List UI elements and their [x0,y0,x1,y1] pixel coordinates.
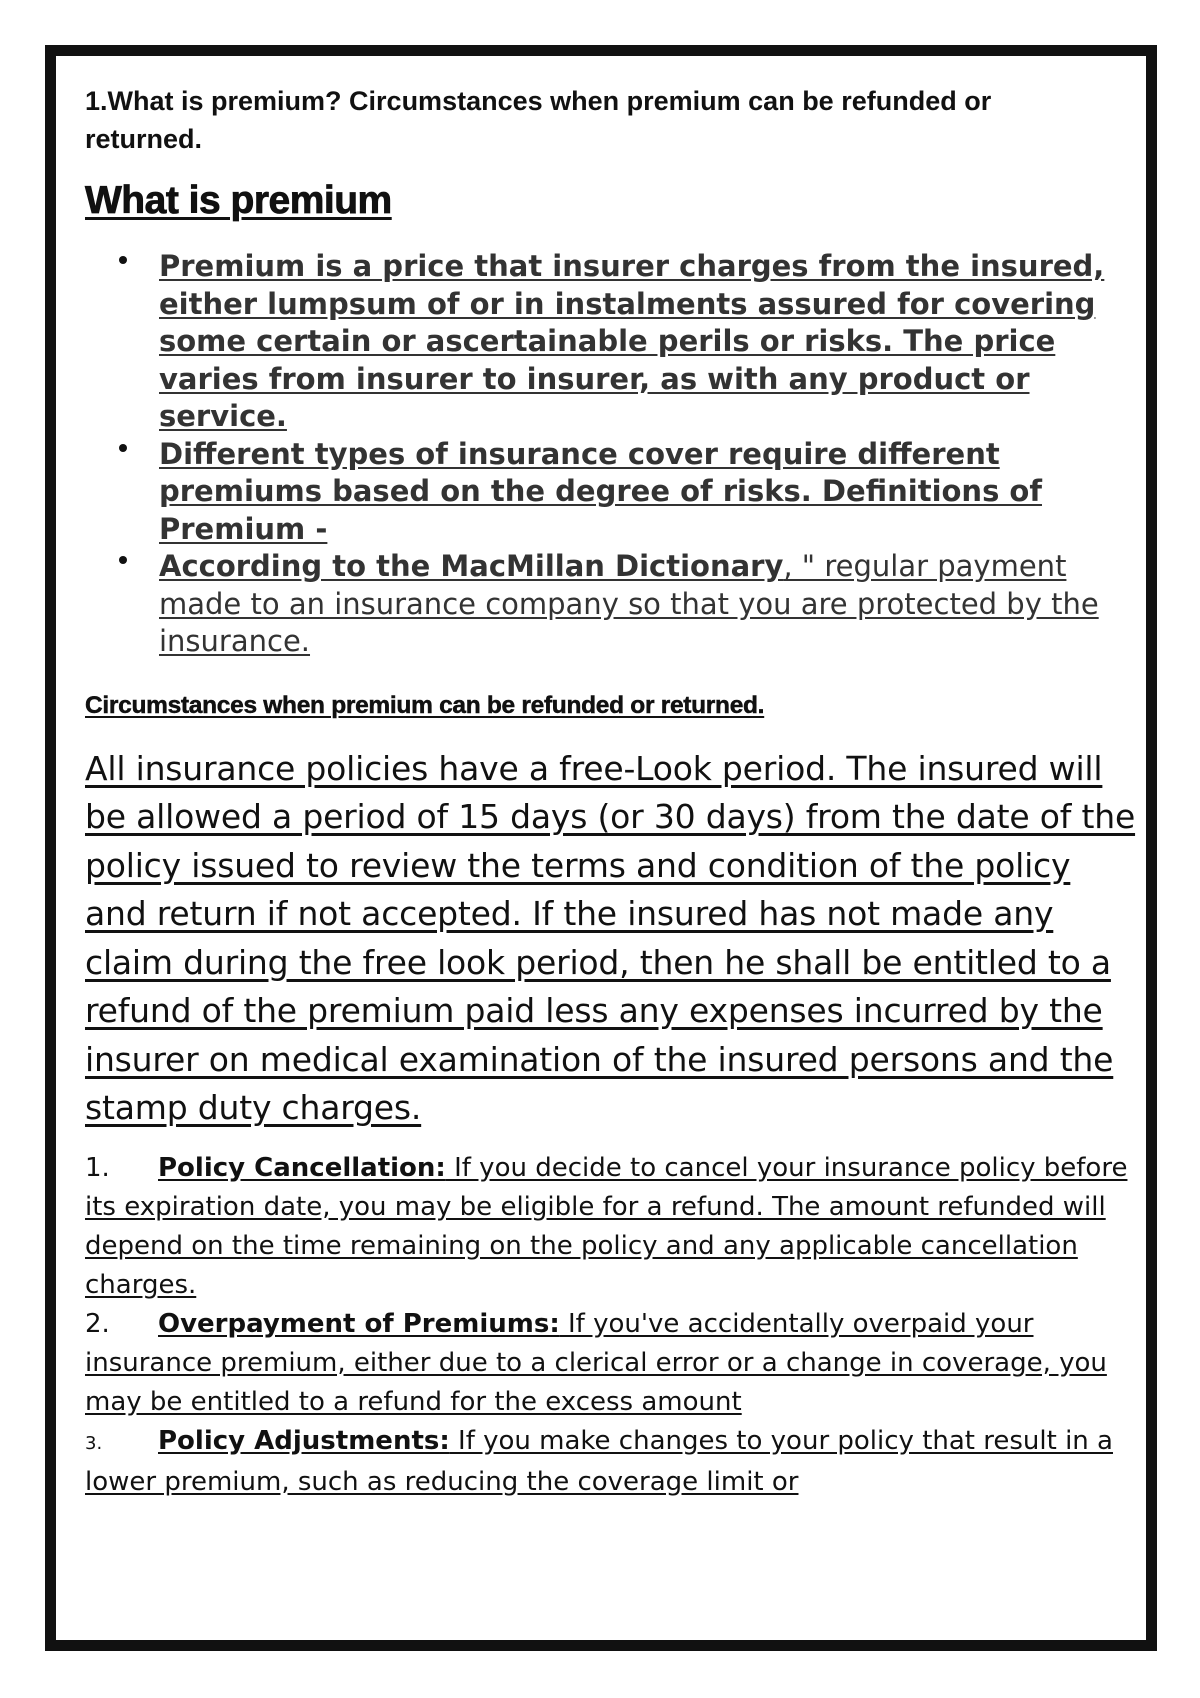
item-text: If you've accidentally overpaid your insurance premium, either due to a clerical error or a change in coverage, you may be entitled to a refund for the excess amount [85,1308,1107,1417]
item-text: If you make changes to your policy that result in a lower premium, such as reducing the coverage limit or [85,1425,1113,1497]
bullet-bold-text: Different types of insurance cover require different premiums based on the degree of risks. Definitions of Premium - [159,436,1042,546]
item-title: Policy Cancellation: [158,1152,446,1183]
numbered-item [85,1422,1145,1502]
numbered-item [85,1149,1145,1305]
bullet-normal-text: , " regular payment made to an insurance company so that you are protected by the insurance. [159,549,1099,658]
heading-circumstances: Circumstances when premium can be refunded or returned. [85,691,765,719]
numbered-item [85,1305,1145,1422]
item-number: 2. [85,1308,110,1339]
free-look-paragraph: All insurance policies have a free-Look period. The insured will be allowed a period of 15 days (or 30 days) from the date of the policy issued to review the terms and condition of the policy and return if not accepted. If the insured has not made any claim during the free look period, then he shall be entitled to a refund of the premium paid less any expenses incurred by the insurer on medical examination of the insured persons and the stamp duty charges. [85,748,1136,1127]
item-title: Policy Adjustments: [158,1425,450,1456]
heading-what-is-premium: What is premium [85,179,392,222]
item-number: 1. [85,1152,110,1183]
item-title: Overpayment of Premiums: [158,1308,560,1339]
bullet-icon [119,556,127,564]
document-content [85,82,1135,1502]
definition-list [85,248,1135,661]
numbered-list [85,1149,1135,1502]
question-title: 1.What is premium? Circumstances when premium can be refunded or returned. [85,86,992,154]
bullet-item [159,248,1135,436]
bullet-item [159,436,1135,549]
bullet-icon [119,444,127,452]
item-number: 3. [85,1432,103,1454]
bullet-icon [119,256,127,264]
bullet-bold-text: According to the MacMillan Dictionary [159,549,784,583]
bullet-item [159,548,1135,661]
bullet-bold-text: Premium is a price that insurer charges from the insured, either lumpsum of or in instalments assured for covering some certain or ascertainable perils or risks. The price varies from insurer to insurer, as with any product or service. [159,249,1105,433]
item-text: If you decide to cancel your insurance policy before its expiration date, you may be eligible for a refund. The amount refunded will depend on the time remaining on the policy and any applicable cancellation charges. [85,1152,1128,1300]
